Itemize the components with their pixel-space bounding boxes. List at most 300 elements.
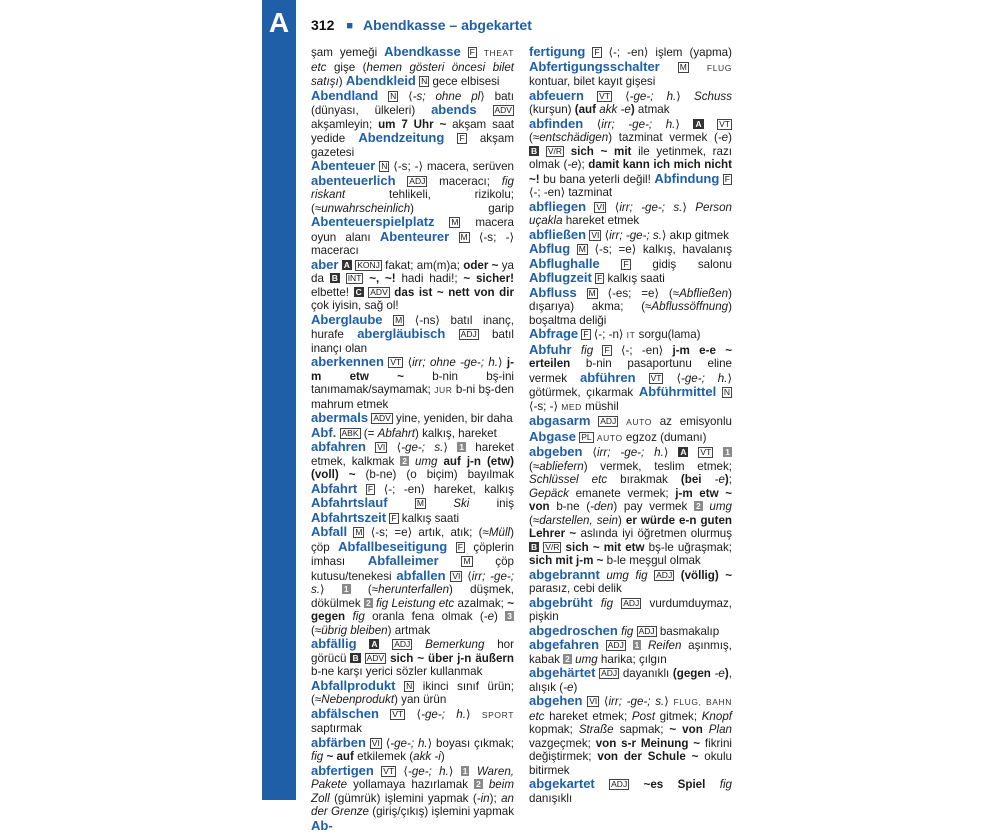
italic-note: -ge-; h. <box>681 372 727 385</box>
italic-note: herunterfallen <box>378 583 449 596</box>
bold-phrase: sich ~ über j-n äußern <box>390 652 514 665</box>
text-run: yine, yeniden, bir daha <box>393 412 513 425</box>
headword: abgekartet <box>529 776 595 791</box>
text-run <box>339 468 349 481</box>
text-run: (≈ <box>351 583 379 596</box>
grammar-marker: F <box>621 259 630 270</box>
text-run: ⟩ <box>664 695 673 708</box>
italic-note: fig <box>720 778 732 791</box>
grammar-marker: ADJ <box>599 668 619 679</box>
text-run: egzoz (dumanı) <box>623 431 707 444</box>
headword: Abendzeitung <box>358 130 444 145</box>
text-run: ⟩ <box>449 765 461 778</box>
text-run: ile yetinmek, razı olmak ( <box>529 145 732 172</box>
text-run: fikrini değiştirmek; <box>529 737 732 764</box>
bold-phrase: ~ sicher! <box>463 272 514 285</box>
text-run: ) <box>618 514 626 527</box>
headword: Abgase <box>529 429 576 444</box>
bold-phrase: ~ gegen <box>311 597 514 624</box>
dictionary-entry <box>529 89 732 117</box>
text-run: (≈ <box>311 624 321 637</box>
headword: abenteuerlich <box>311 173 396 188</box>
grammar-marker: VI <box>370 738 382 749</box>
text-run: ⟨ <box>599 695 608 708</box>
text-run: çok iyisin, sağ ol! <box>311 299 399 312</box>
text-run: ); <box>490 792 501 805</box>
italic-note: Müll <box>489 526 510 539</box>
text-run: akşam saat yedide <box>311 118 514 146</box>
text-run <box>435 216 450 229</box>
text-run: b-nin pasaportunu eline vermek <box>529 357 732 385</box>
text-run <box>564 145 571 158</box>
text-run: ⟨-; -en⟩ tazminat <box>529 186 612 199</box>
text-run: ⟨ <box>601 229 609 242</box>
text-run: ⟩ <box>682 201 695 214</box>
headword: Abfalleimer <box>368 553 439 568</box>
bold-phrase: ~, ~! <box>369 272 395 285</box>
domain-label: SPORT <box>482 710 514 720</box>
grammar-marker: M <box>577 244 588 255</box>
text-run: ) düşmek, dökülmek <box>311 583 514 610</box>
grammar-marker: M <box>415 498 426 509</box>
grammar-marker: F <box>456 542 465 553</box>
text-run <box>388 497 415 510</box>
bold-phrase: von s-r Meinung ~ <box>596 737 700 750</box>
text-run: atmak <box>635 103 670 116</box>
text-run <box>626 639 633 652</box>
text-run: bş-le uğraşmak; <box>645 541 732 554</box>
text-run: gitmek; <box>655 710 702 723</box>
grammar-marker: ABK <box>340 428 361 439</box>
sense-number: 2 <box>563 654 572 664</box>
grammar-marker: VT <box>717 119 732 130</box>
headword: abfälschen <box>311 706 379 721</box>
italic-note: -e <box>718 131 728 144</box>
grammar-marker: M <box>459 232 470 243</box>
dictionary-entry <box>529 596 732 624</box>
text-run: hadi hadi!; <box>396 272 464 285</box>
grammar-marker: F <box>457 133 466 144</box>
text-run <box>618 415 626 428</box>
text-run: az emisyonlu <box>652 415 732 428</box>
text-run: macera oyun alanı <box>311 216 514 244</box>
text-run: ⟨ <box>663 372 681 385</box>
grammar-marker: M <box>678 62 689 73</box>
text-run <box>660 61 678 74</box>
grammar-marker: ADJ <box>637 626 657 637</box>
section-letter: B <box>350 653 360 663</box>
section-letter: B <box>529 146 539 156</box>
italic-note: fig <box>601 597 613 610</box>
italic-note: beim Zoll <box>311 778 514 805</box>
text-run: iniş <box>469 497 514 510</box>
text-run: ya da <box>311 259 514 286</box>
grammar-marker: M <box>449 217 460 228</box>
text-run: ⟨-; -en⟩ <box>612 344 673 357</box>
domain-label: IT <box>627 330 636 340</box>
grammar-marker: N <box>722 387 732 398</box>
grammar-marker: VT <box>597 91 612 102</box>
italic-note: fig <box>621 625 633 638</box>
italic-note: irr; -ge-; h. <box>601 118 675 131</box>
text-run <box>461 46 468 59</box>
text-run: ) artmak <box>388 624 431 637</box>
text-run: , alışık ( <box>529 667 732 694</box>
text-run: sapmak; <box>614 723 670 736</box>
italic-note: -ge-; s. <box>401 441 443 454</box>
domain-label: AUTO <box>597 433 623 443</box>
italic-note: etc <box>529 710 544 723</box>
text-run <box>444 132 457 145</box>
text-run: akşam gazetesi <box>311 132 514 159</box>
page-header <box>311 14 731 36</box>
text-run: ) <box>441 750 445 763</box>
italic-note: umg fig <box>606 569 647 582</box>
section-letter: B <box>330 273 340 283</box>
text-run <box>366 441 375 454</box>
headword: Abenteuerspielplatz <box>311 214 435 229</box>
text-run <box>641 639 648 652</box>
page-number: 312 <box>311 17 334 33</box>
text-run: ⟨-es; =e⟩ (≈ <box>598 287 679 300</box>
right-dictionary-column <box>529 45 732 797</box>
bold-phrase: auf j-n (etw) <box>443 455 514 468</box>
italic-note: Ski <box>453 497 469 510</box>
text-run <box>447 541 455 554</box>
sense-number: 2 <box>400 456 409 466</box>
text-run: fakat; am(m)a; <box>382 259 463 272</box>
italic-note: fig <box>353 610 365 623</box>
headword: abführen <box>580 370 636 385</box>
grammar-marker: ADV <box>371 413 392 424</box>
headword: Abfuhr <box>529 342 572 357</box>
text-run: ); <box>578 158 589 171</box>
grammar-marker: F <box>592 47 601 58</box>
dictionary-entry <box>529 200 732 228</box>
text-run: ⟩ batı (dünyası, ülkeleri) <box>311 90 514 118</box>
italic-note: Nebenprodukt <box>321 693 394 706</box>
domain-label: FLUG, BAHN <box>673 697 732 707</box>
text-run: okulu bitirmek <box>529 750 732 777</box>
dictionary-entry <box>311 313 514 356</box>
bold-phrase: ~ <box>349 468 356 481</box>
text-run <box>469 765 476 778</box>
grammar-marker: KONJ <box>355 260 382 271</box>
italic-note: -ge-; h. <box>390 737 427 750</box>
section-letter: A <box>678 447 688 457</box>
text-run <box>445 328 458 341</box>
headword: Abflughalle <box>529 256 600 271</box>
text-run <box>595 778 609 791</box>
text-run: vurdumduymaz, pişkin <box>529 597 732 624</box>
italic-note: fig riskant <box>311 175 514 202</box>
grammar-marker: ADJ <box>459 329 479 340</box>
text-run: ) <box>573 681 577 694</box>
text-run: vazgeçmek; <box>529 737 596 750</box>
text-run: elbette! <box>311 286 354 299</box>
text-run: ) dışarıya) akma; (≈ <box>529 287 732 314</box>
dictionary-entry <box>529 777 732 805</box>
text-run: (≈ <box>529 460 539 473</box>
text-run <box>357 638 370 651</box>
text-run: kopmak; <box>529 723 579 736</box>
grammar-marker: INT <box>346 273 364 284</box>
text-run: (= <box>361 427 378 440</box>
bold-phrase: sich mit j-m ~ <box>529 554 603 567</box>
text-run <box>702 473 715 486</box>
grammar-marker: F <box>468 47 477 58</box>
text-run: emanete vermek; <box>569 487 675 500</box>
text-run: hareket etmek; <box>544 710 631 723</box>
text-run: ) <box>339 75 346 88</box>
text-run: ikinci sınıf ürün; (≈ <box>311 680 514 707</box>
grammar-marker: ADJ <box>598 416 618 427</box>
text-run: saptırmak <box>311 722 362 735</box>
italic-note: -e <box>715 667 725 680</box>
sense-number: 1 <box>633 640 642 650</box>
grammar-marker: F <box>366 484 375 495</box>
bold-phrase: (voll) <box>311 468 339 481</box>
italic-note: darstellen, sein <box>539 514 618 527</box>
text-run: ⟨-; -en⟩ işlem (yapma) <box>602 46 732 59</box>
grammar-marker: F <box>602 345 611 356</box>
dictionary-entry <box>529 414 732 445</box>
section-letter: A <box>369 639 379 649</box>
text-run <box>713 446 723 459</box>
headword: aber <box>311 257 338 272</box>
italic-note: Bemerkung <box>425 638 484 651</box>
text-run <box>449 231 458 244</box>
dictionary-entry <box>311 426 514 441</box>
text-run: b-nin bş-ini tanımamak/saymamak; <box>311 370 514 397</box>
grammar-marker: V/R <box>543 542 561 553</box>
text-run: ⟩ boyası çıkmak; <box>428 737 514 750</box>
italic-note: -e <box>563 681 573 694</box>
text-run: ⟨ <box>382 737 390 750</box>
text-run <box>439 555 462 568</box>
dictionary-entry <box>529 343 732 415</box>
italic-note: -ge-; h. <box>408 765 449 778</box>
text-run: gidiş salonu <box>631 258 732 271</box>
italic-note: Abfahrt <box>378 427 415 440</box>
grammar-marker: VT <box>390 709 405 720</box>
dictionary-entry <box>529 242 732 286</box>
text-run: hor görücü <box>311 638 514 665</box>
text-run: (giriş/çıkış) işlemini yapmak <box>369 805 514 818</box>
text-run <box>629 778 643 791</box>
text-run: ⟨ <box>403 356 412 369</box>
text-run <box>593 344 602 357</box>
text-run: ; <box>729 473 732 486</box>
text-run <box>572 344 581 357</box>
grammar-marker: F <box>581 329 590 340</box>
grammar-marker: PL <box>579 432 593 443</box>
grammar-marker: VI <box>589 230 601 241</box>
thumb-index-tab <box>262 0 296 800</box>
bold-phrase: ) <box>631 103 635 116</box>
grammar-marker: N <box>419 76 429 87</box>
thumb-index-letter: A <box>262 0 296 46</box>
grammar-marker: ADV <box>493 105 514 116</box>
text-run: (≈ <box>529 514 539 527</box>
dictionary-entry <box>529 624 732 639</box>
text-run: ⟨ <box>612 90 630 103</box>
text-run: ⟩ <box>664 446 678 459</box>
text-run: ⟨ <box>405 708 421 721</box>
text-run: gece elbisesi <box>429 75 499 88</box>
sense-number: 3 <box>505 611 514 621</box>
text-run: maceracı; <box>427 175 501 188</box>
headword: abfliegen <box>529 199 586 214</box>
headword: Abflugzeit <box>529 270 592 285</box>
text-run: ⟨ <box>606 201 619 214</box>
domain-label: THEAT <box>484 48 514 58</box>
domain-label: FLUG <box>707 63 732 73</box>
text-run: ⟩ <box>466 708 482 721</box>
left-dictionary-column <box>311 45 514 797</box>
dictionary-entry <box>529 45 732 89</box>
italic-note: irr; -ge-; s. <box>608 695 664 708</box>
italic-note: irr; ohne -ge-; h. <box>412 356 498 369</box>
sense-number: 2 <box>364 598 373 608</box>
headword: abfließen <box>529 227 586 242</box>
text-run: etkilemek ( <box>354 750 413 763</box>
grammar-marker: N <box>379 161 389 172</box>
headword: abfällig <box>311 636 357 651</box>
headword: Abenteuer <box>311 158 375 173</box>
headword: Abfindung <box>654 171 719 186</box>
headword: Abfertigungsschalter <box>529 59 660 74</box>
italic-note: -ge-; h. <box>421 708 466 721</box>
italic-note: Knopf <box>702 710 732 723</box>
italic-note: akk -i <box>413 750 441 763</box>
text-run <box>704 118 718 131</box>
grammar-marker: M <box>393 315 404 326</box>
running-head-title: Abendkasse – abgekartet <box>363 17 532 33</box>
text-run <box>396 175 408 188</box>
headword: Abenteurer <box>380 229 449 244</box>
text-run: ⟨ <box>387 441 401 454</box>
italic-note: irr; -ge-; s. <box>619 201 682 214</box>
grammar-marker: ADV <box>368 287 389 298</box>
italic-note: übrig bleiben <box>321 624 387 637</box>
headword: abends <box>431 102 477 117</box>
text-run <box>688 446 698 459</box>
grammar-marker: VT <box>698 447 713 458</box>
section-letter: B <box>529 542 539 552</box>
text-run <box>586 201 594 214</box>
text-run: ⟨-; -en⟩ hareket, kalkış <box>375 483 514 496</box>
italic-note: umg <box>709 500 732 513</box>
sense-number: 2 <box>474 779 483 789</box>
text-run: ) vermek, teslim etmek; <box>584 460 732 473</box>
sense-number: 1 <box>457 442 466 452</box>
italic-note: Waren, Pakete <box>311 765 514 792</box>
headword: Abendkleid <box>346 73 416 88</box>
bold-phrase: j-m e-e ~ erteilen <box>529 344 732 371</box>
italic-note: irr; -ge-; s. <box>311 570 514 597</box>
text-run: bu bana yeterli değil! <box>540 173 655 186</box>
text-run: basmakalıp <box>657 625 720 638</box>
text-run: ) yan ürün <box>394 693 446 706</box>
text-run <box>584 90 597 103</box>
bold-phrase: von der Schule ~ <box>597 750 698 763</box>
italic-note: irr; -ge-; s. <box>609 229 662 242</box>
dictionary-entry <box>311 355 514 411</box>
headword: Abführmittel <box>639 384 716 399</box>
text-run: ⟨ <box>582 446 596 459</box>
italic-note: fig Leistung etc <box>376 597 454 610</box>
dictionary-entry <box>529 568 732 596</box>
text-run <box>477 104 493 117</box>
text-run <box>593 597 601 610</box>
bold-phrase: j-m etw ~ <box>311 356 514 383</box>
text-run: ⟩ <box>675 118 693 131</box>
text-run: çöp kutusu/tenekesi <box>311 555 514 583</box>
italic-note: unwahrscheinlich <box>321 202 410 215</box>
bold-phrase: ~es Spiel <box>644 778 706 791</box>
grammar-marker: N <box>388 91 398 102</box>
text-run: ⟨ <box>583 118 601 131</box>
text-run: ) garip <box>410 202 514 215</box>
text-run: ) çöp <box>311 526 514 554</box>
domain-label: MED <box>561 402 582 412</box>
headword: Abf. <box>311 425 336 440</box>
text-run <box>689 61 707 74</box>
grammar-marker: F <box>723 174 732 185</box>
bold-phrase: ) <box>725 473 729 486</box>
bold-phrase: ) <box>725 667 729 680</box>
text-run <box>379 638 392 651</box>
headword: abfallen <box>396 568 445 583</box>
italic-note: -s; ohne pl <box>413 90 481 103</box>
text-run: gişe ( <box>326 61 366 74</box>
dictionary-entry <box>311 679 514 707</box>
sense-number: 2 <box>694 501 703 511</box>
text-run: ) boşaltma deliği <box>529 300 732 327</box>
italic-note: -e <box>715 473 725 486</box>
text-run <box>590 415 598 428</box>
headword: Abfahrt <box>311 481 357 496</box>
italic-note: abliefern <box>539 460 583 473</box>
italic-note: Straße <box>579 723 614 736</box>
text-run: ⟨-s; -⟩ maceracı <box>311 231 514 258</box>
headword: abfertigen <box>311 763 374 778</box>
headword: Aberglaube <box>311 312 383 327</box>
dictionary-entry <box>311 707 514 736</box>
text-run: ⟩ <box>498 356 507 369</box>
grammar-marker: M <box>353 527 364 538</box>
dictionary-entry <box>529 117 732 200</box>
text-run: çöplerin imhası <box>311 541 514 569</box>
text-run <box>705 778 719 791</box>
text-run: ⟩ <box>676 90 694 103</box>
headword: aberkennen <box>311 354 384 369</box>
text-run: parasız, cebi delik <box>529 582 622 595</box>
grammar-marker: ADJ <box>621 598 641 609</box>
italic-note: Reifen <box>648 639 682 652</box>
headword: abgehärtet <box>529 665 595 680</box>
header-separator: ■ <box>346 20 353 32</box>
headword: abgebrüht <box>529 595 593 610</box>
italic-note: -e <box>567 158 577 171</box>
grammar-marker: VI <box>594 202 606 213</box>
text-run: kontuar, bilet kayıt gişesi <box>529 75 655 88</box>
bold-phrase: oder ~ <box>463 259 498 272</box>
bold-phrase: damit kann ich mich nicht ~! <box>529 158 732 186</box>
italic-note: Schlüssel etc <box>529 473 607 486</box>
text-run: (≈ <box>529 131 539 144</box>
